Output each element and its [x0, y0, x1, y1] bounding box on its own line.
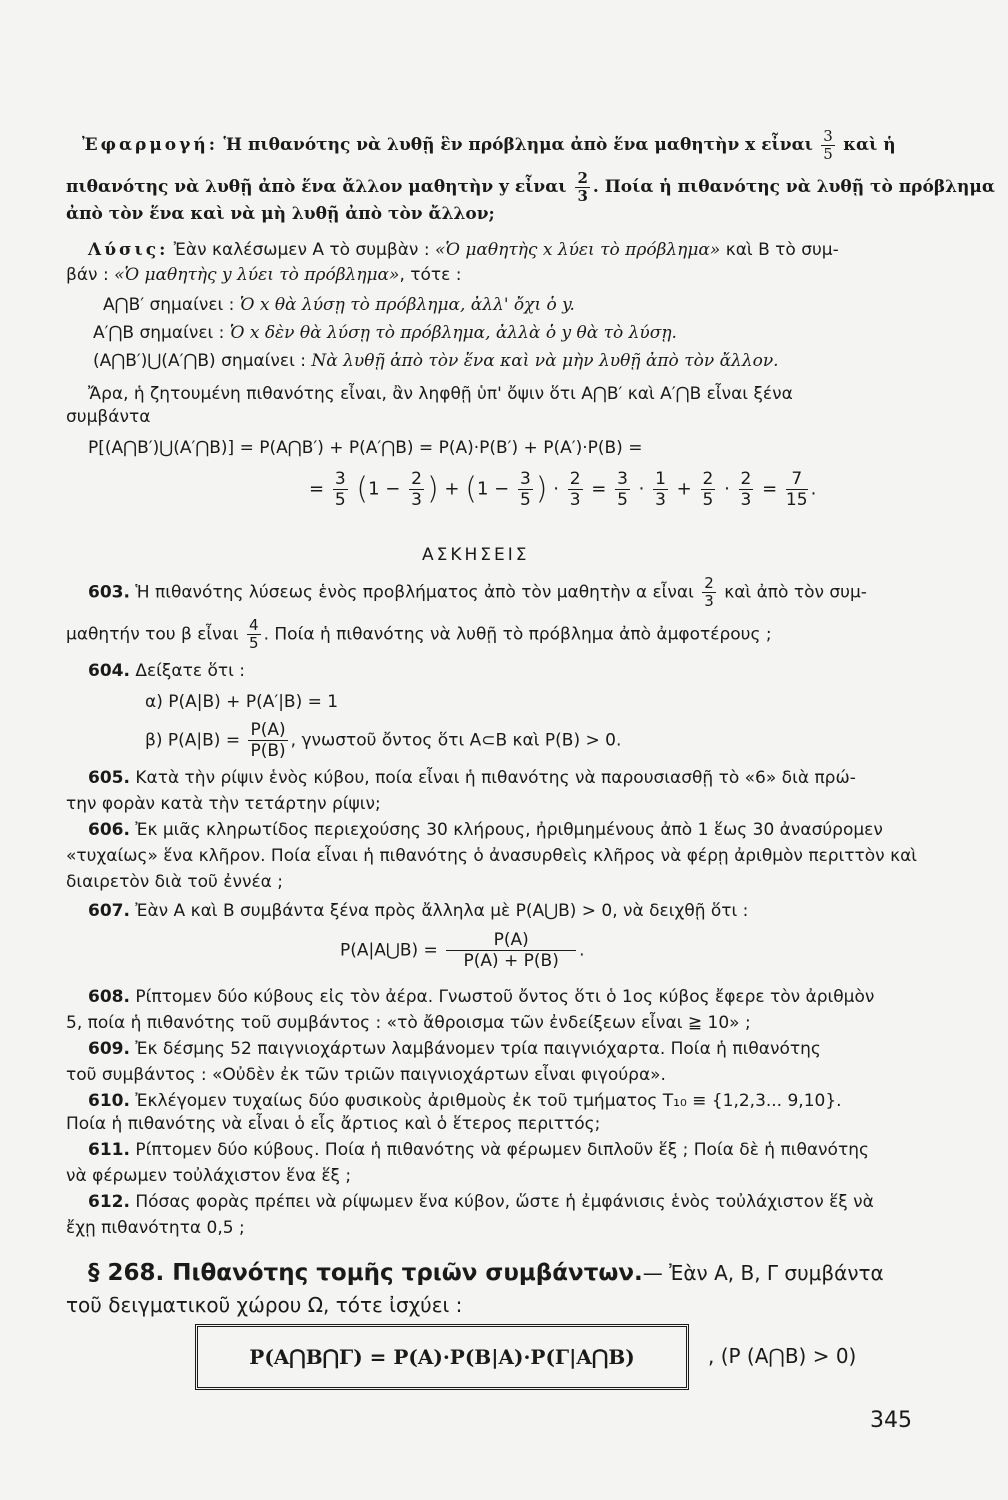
section-intro: τοῦ δειγματικοῦ χώρου Ω, τότε ἰσχύει :: [66, 1293, 463, 1317]
exercise-611-cont: νὰ φέρωμεν τοὐλάχιστον ἕνα ἕξ ;: [66, 1166, 352, 1186]
solution-line-1: Λύσις: Ἐὰν καλέσωμεν Α τὸ συμβὰν : «Ὁ μαθητὴς x λύει τὸ πρόβλημα» καὶ Β τὸ συμ-: [88, 240, 839, 260]
application-text: Ἡ πιθανότης νὰ λυθῇ ἓν πρόβλημα ἀπὸ ἕνα μαθητὴν x εἶναι: [223, 135, 813, 155]
exercise-609-cont: τοῦ συμβάντος : «Οὐδὲν ἐκ τῶν τριῶν παιγνιοχάρτων εἶναι φιγούρα».: [66, 1065, 666, 1085]
exercise-605-cont: την φορὰν κατὰ τὴν τετάρτην ρίψιν;: [66, 794, 381, 814]
exercise-606-cont-1: «τυχαίως» ἕνα κλῆρον. Ποία εἶναι ἡ πιθανότης ὁ ἀνασυρθεὶς κλῆρος νὰ φέρῃ ἀριθμὸν περιττὸν καὶ: [66, 846, 918, 866]
meaning-2: Α′⋂Β σημαίνει : Ὁ x δὲν θὰ λύσῃ τὸ πρόβλημα, ἀλλὰ ὁ y θὰ τὸ λύσῃ.: [93, 323, 677, 343]
conclusion-line-2: συμβάντα: [66, 407, 151, 427]
exercise-604-beta: β) P(Α|Β) = $\frac{P(A)}{P(B)}$ , γνωστοῦ ὄντος ὅτι Α⊂Β καὶ P(Β) > 0.: [145, 720, 622, 761]
solution-line-2: βάν : «Ὁ μαθητὴς y λύει τὸ πρόβλημα», τότε :: [66, 265, 462, 285]
exercise-606-cont-2: διαιρετὸν διὰ τοῦ ἐννέα ;: [66, 872, 283, 892]
exercise-610: 610. Ἐκλέγομεν τυχαίως δύο φυσικοὺς ἀριθμοὺς ἐκ τοῦ τμήματος T₁₀ ≡ {1,2,3... 9,10}.: [88, 1091, 842, 1111]
exercises-heading: ΑΣΚΗΣΕΙΣ: [422, 545, 530, 565]
exercise-611: 611. Ρίπτομεν δύο κύβους. Ποία ἡ πιθανότης νὰ φέρωμεν διπλοῦν ἕξ ; Ποία δὲ ἡ πιθανότης: [88, 1140, 869, 1160]
section-title-line: § 268. Πιθανότης τομῆς τριῶν συμβάντων.— Ἐὰν Α, Β, Γ συμβάντα: [88, 1260, 884, 1286]
exercise-609: 609. Ἐκ δέσμης 52 παιγνιοχάρτων λαμβάνομεν τρία παιγνιόχαρτα. Ποία ἡ πιθανότης: [88, 1039, 821, 1059]
exercise-607-formula: P(Α|Α⋃Β) = $\frac{P(A)}{P(A) + P(B)}$ .: [340, 930, 585, 971]
theorem-box: [195, 1324, 689, 1390]
exercise-608-cont: 5, ποία ἡ πιθανότης τοῦ συμβάντος : «τὸ ἄθροισμα τῶν ἐνδείξεων εἶναι ≧ 10» ;: [66, 1013, 751, 1033]
exercise-607: 607. Ἐὰν Α καὶ Β συμβάντα ξένα πρὸς ἄλληλα μὲ P(Α⋃Β) > 0, νὰ δειχθῇ ὅτι :: [88, 901, 749, 921]
application-line-2: πιθανότης νὰ λυθῇ ἀπὸ ἕνα ἄλλον μαθητὴν y εἶναι $\frac{2}{3}$ . Ποία ἡ πιθανότης νὰ λυθῇ τὸ πρόβλημα: [66, 169, 995, 205]
application-label: Ἐφαρμογή:: [82, 135, 219, 155]
meaning-1: Α⋂Β′ σημαίνει : Ὁ x θὰ λύσῃ τὸ πρόβλημα, ἀλλ' ὄχι ὁ y.: [103, 295, 575, 315]
exercise-610-cont: Ποία ἡ πιθανότης νὰ εἶναι ὁ εἷς ἄρτιος καὶ ὁ ἕτερος περιττός;: [66, 1114, 601, 1134]
equation-line-2: = $\frac{3}{5}$ (1 − $\frac{2}{3}$ ) + (1 − $\frac{3}{5}$ ) · $\frac{2}{3}$ = $\frac{3}{5}$ · $\frac{1}{3}$ + $\frac{2}{5}$ · $\frac{2}{3}$ = $\frac{7}{15}$ .: [309, 469, 817, 510]
application-line-1: Ἐφαρμογή: Ἡ πιθανότης νὰ λυθῇ ἓν πρόβλημα ἀπὸ ἕνα μαθητὴν x εἶναι $\frac{3}{5}$ καὶ ἡ: [82, 127, 896, 163]
theorem-formula: P(Α⋂Β⋂Γ) = P(Α)·P(Β|Α)·P(Γ|Α⋂Β): [249, 1345, 635, 1369]
fraction: $\frac{2}{3}$: [577, 169, 588, 205]
conclusion-line-1: Ἄρα, ἡ ζητουμένη πιθανότης εἶναι, ἂν ληφθῇ ὑπ' ὄψιν ὅτι Α⋂Β′ καὶ Α′⋂Β εἶναι ξένα: [88, 384, 793, 404]
exercise-603-cont: μαθητήν του β εἶναι $\frac{4}{5}$ . Ποία ἡ πιθανότης νὰ λυθῇ τὸ πρόβλημα ἀπὸ ἀμφοτέρους ;: [66, 616, 772, 652]
section-title: § 268. Πιθανότης τομῆς τριῶν συμβάντων.: [88, 1260, 643, 1286]
exercise-605: 605. Κατὰ τὴν ρίψιν ἑνὸς κύβου, ποία εἶναι ἡ πιθανότης νὰ παρουσιασθῇ τὸ «6» διὰ πρώ-: [88, 768, 856, 788]
page-number: 345: [870, 1408, 912, 1433]
exercise-603: 603. Ἡ πιθανότης λύσεως ἑνὸς προβλήματος ἀπὸ τὸν μαθητὴν α εἶναι $\frac{2}{3}$ καὶ ἀπὸ τὸν συμ-: [88, 574, 867, 610]
meaning-3: (Α⋂Β′)⋃(Α′⋂Β) σημαίνει : Νὰ λυθῇ ἀπὸ τὸν ἕνα καὶ νὰ μὴν λυθῇ ἀπὸ τὸν ἄλλον.: [93, 351, 779, 371]
exercise-612-cont: ἔχῃ πιθανότητα 0,5 ;: [66, 1218, 245, 1238]
equation-line-1: P[(Α⋂Β′)⋃(Α′⋂Β)] = P(Α⋂Β′) + P(Α′⋂Β) = P(Α)·P(Β′) + P(Α′)·P(Β) =: [88, 438, 643, 458]
exercise-604: 604. Δείξατε ὅτι :: [88, 661, 245, 681]
exercise-606: 606. Ἐκ μιᾶς κληρωτίδος περιεχούσης 30 κλήρους, ἠριθμημένους ἀπὸ 1 ἕως 30 ἀνασύρομεν: [88, 820, 883, 840]
solution-label: Λύσις:: [88, 240, 169, 260]
application-line-3: ἀπὸ τὸν ἕνα καὶ νὰ μὴ λυθῇ ἀπὸ τὸν ἄλλον;: [66, 204, 495, 224]
fraction: $\frac{3}{5}$: [823, 127, 833, 163]
exercise-604-alpha: α) P(Α|Β) + P(Α′|Β) = 1: [145, 692, 339, 712]
exercise-608: 608. Ρίπτομεν δύο κύβους εἰς τὸν ἀέρα. Γνωστοῦ ὄντος ὅτι ὁ 1ος κύβος ἔφερε τὸν ἀριθμὸν: [88, 987, 875, 1007]
theorem-condition: , (P (Α⋂Β) > 0): [708, 1344, 857, 1368]
exercise-612: 612. Πόσας φορὰς πρέπει νὰ ρίψωμεν ἕνα κύβον, ὥστε ἡ ἐμφάνισις ἑνὸς τοὐλάχιστον ἕξ νὰ: [88, 1192, 874, 1212]
